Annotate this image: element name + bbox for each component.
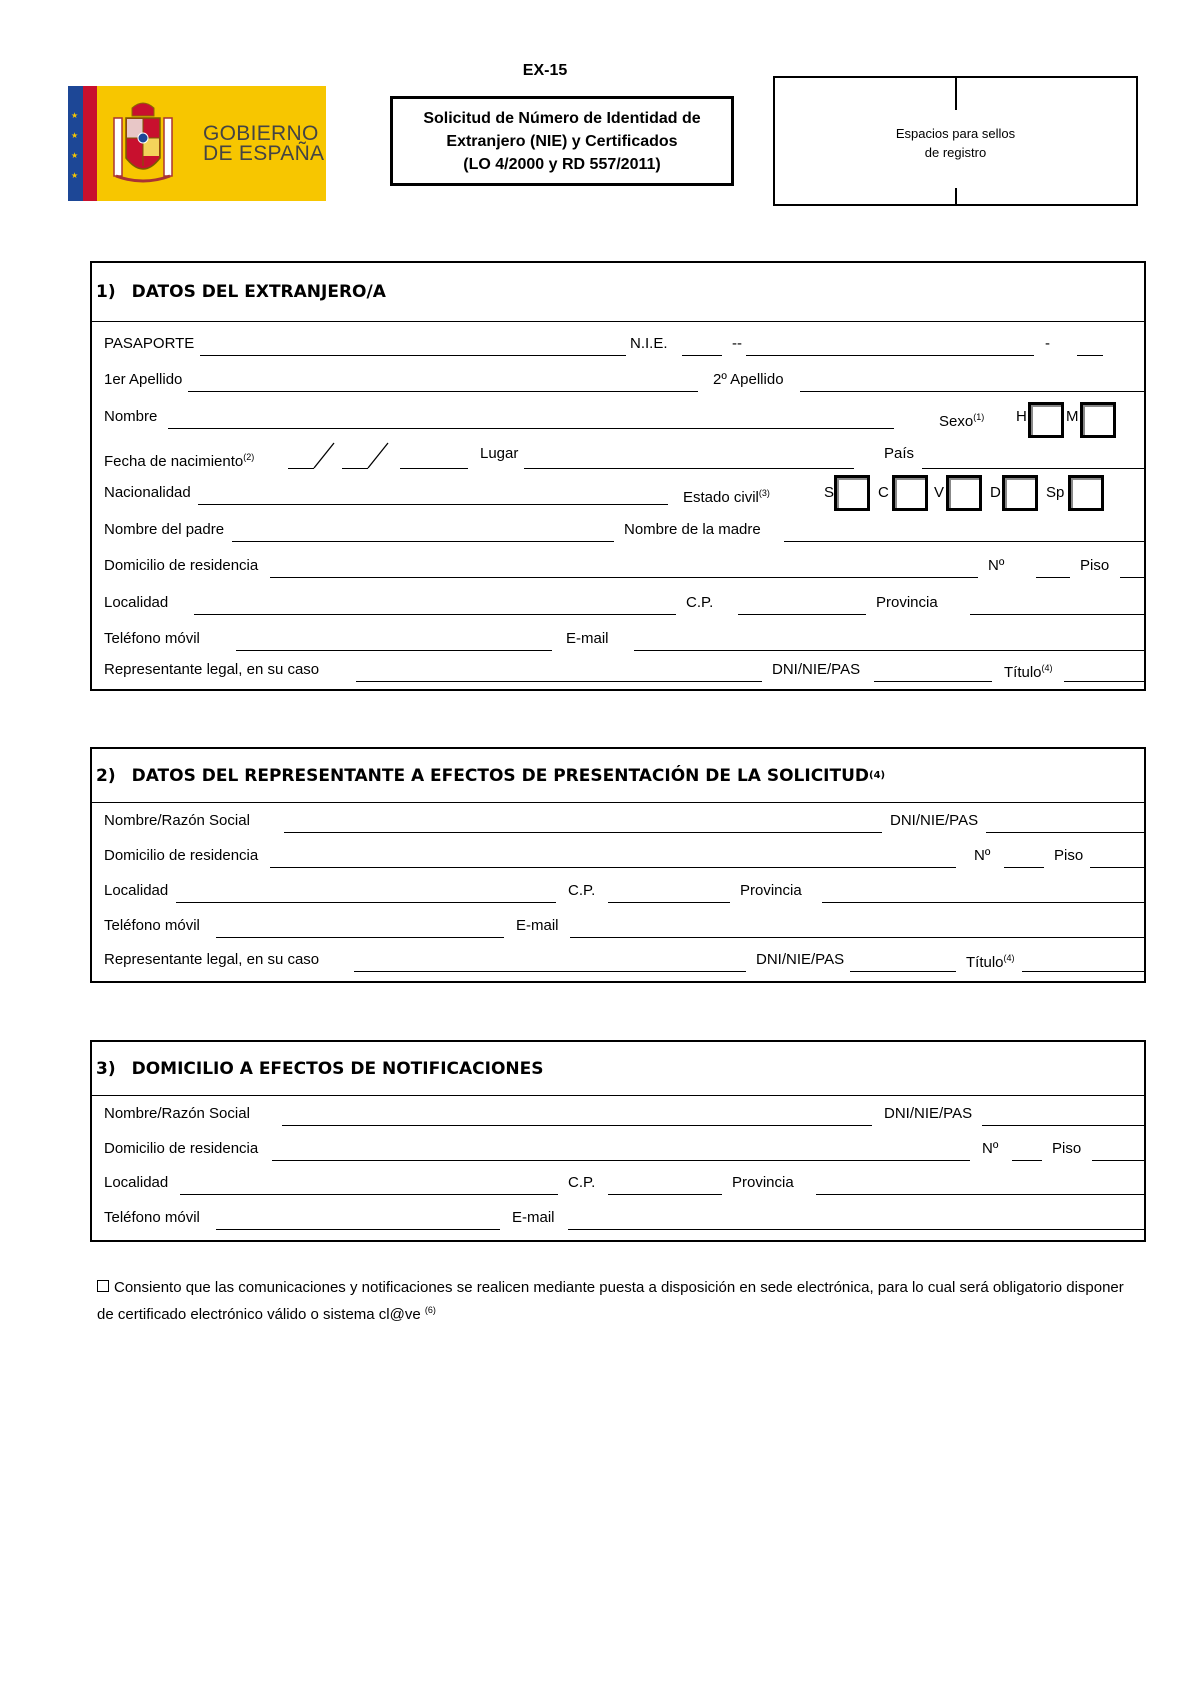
rep-zip-field[interactable] [608, 902, 730, 903]
notif-floor-field[interactable] [1092, 1160, 1146, 1161]
locality-label: Localidad [104, 594, 169, 611]
notif-zip-field[interactable] [608, 1194, 722, 1195]
sex-female-checkbox[interactable] [1080, 402, 1116, 438]
province-field[interactable] [970, 614, 1146, 615]
mother-name-label: Nombre de la madre [624, 521, 761, 538]
section-header: 2) DATOS DEL REPRESENTANTE A EFECTOS DE PRESENTACIÓN DE LA SOLICITUD (4) [92, 749, 1144, 803]
rep-legal-representative-label: Representante legal, en su caso [104, 951, 320, 968]
sex-male-label: H [1016, 408, 1027, 425]
notif-mobile-label: Teléfono móvil [104, 1209, 200, 1226]
rep-floor-label: Piso [1054, 847, 1084, 864]
rep-dni2-label: DNI/NIE/PAS [756, 951, 845, 968]
consent-note: (6) [424, 1305, 436, 1315]
rep-street-number-label: Nº [974, 847, 991, 864]
form-title-box [390, 96, 734, 186]
date-separator-icon [366, 441, 390, 469]
second-surname-label: 2º Apellido [713, 371, 784, 388]
passport-label: PASAPORTE [104, 335, 195, 352]
section-header: 1) DATOS DEL EXTRANJERO/A [92, 263, 1144, 322]
notif-address-field[interactable] [272, 1160, 970, 1161]
rep-mobile-label: Teléfono móvil [104, 917, 200, 934]
stamp-text: Espacios para sellos de registro [895, 126, 1016, 160]
notif-province-label: Provincia [732, 1174, 794, 1191]
country-label: País [884, 445, 915, 462]
address-field[interactable] [270, 577, 978, 578]
birth-month-field[interactable] [342, 468, 368, 469]
zip-field[interactable] [738, 614, 866, 615]
nie-check-field[interactable] [1077, 355, 1103, 356]
notif-zip-label: C.P. [568, 1174, 596, 1191]
consent-text: Consiento que las comunicaciones y notificaciones se realicen mediante puesta a disposición en sede electrónica, para lo cual será obligatorio disponer de certificado electrónico válido o sistema cl@ve [97, 1279, 1124, 1323]
notif-address-label: Domicilio de residencia [104, 1140, 259, 1157]
section-foreigner-data [90, 261, 1146, 691]
birth-day-field[interactable] [288, 468, 314, 469]
rep-email-field[interactable] [570, 937, 1146, 938]
title-field[interactable] [1064, 681, 1146, 682]
section-notification-address [90, 1040, 1146, 1242]
logo-text: GOBIERNO DE ESPAÑA [203, 122, 325, 165]
mother-name-field[interactable] [784, 541, 1146, 542]
flag-stripe [83, 86, 97, 201]
passport-field[interactable] [200, 355, 626, 356]
name-field[interactable] [168, 428, 894, 429]
email-label: E-mail [566, 630, 609, 647]
nie-separator: -- [732, 335, 742, 352]
nationality-field[interactable] [198, 504, 668, 505]
rep-locality-label: Localidad [104, 882, 169, 899]
government-logo [68, 86, 326, 201]
date-separator-icon [312, 441, 336, 469]
civil-single-checkbox[interactable] [834, 475, 870, 511]
rep-name-label: Nombre/Razón Social [104, 812, 250, 829]
civil-separated-checkbox[interactable] [1068, 475, 1104, 511]
notif-floor-label: Piso [1052, 1140, 1082, 1157]
notif-street-number-field[interactable] [1012, 1160, 1042, 1161]
civil-status-label: Estado civil$^{(3)}$ [683, 488, 770, 506]
civil-single-label: S [824, 484, 835, 501]
form-code: EX-15 [522, 62, 568, 79]
father-name-label: Nombre del padre [104, 521, 225, 538]
rep-dni-field[interactable] [986, 832, 1146, 833]
civil-divorced-checkbox[interactable] [1002, 475, 1038, 511]
divider [955, 78, 957, 110]
civil-divorced-label: D [990, 484, 1001, 501]
notif-dni-label: DNI/NIE/PAS [884, 1105, 973, 1122]
star-icon: ★ [71, 171, 79, 180]
section-representative-data [90, 747, 1146, 983]
rep-address-label: Domicilio de residencia [104, 847, 259, 864]
rep-mobile-field[interactable] [216, 937, 504, 938]
sex-label: Sexo$^{(1)}$ [939, 412, 985, 430]
sex-male-checkbox[interactable] [1028, 402, 1064, 438]
first-surname-field[interactable] [188, 391, 698, 392]
birth-place-label: Lugar [480, 445, 519, 462]
dni-label: DNI/NIE/PAS [772, 661, 861, 678]
nie-label: N.I.E. [630, 335, 668, 352]
notif-name-field[interactable] [282, 1125, 872, 1126]
civil-widowed-label: V [934, 484, 945, 501]
rep-province-field[interactable] [822, 902, 1146, 903]
second-surname-field[interactable] [800, 391, 1146, 392]
sex-female-label: M [1066, 408, 1079, 425]
nie-number-field[interactable] [746, 355, 1034, 356]
country-field[interactable] [922, 468, 1146, 469]
nie-separator: - [1045, 335, 1050, 352]
rep-title-field[interactable] [1022, 971, 1146, 972]
notif-locality-field[interactable] [180, 1194, 558, 1195]
nationality-label: Nacionalidad [104, 484, 191, 501]
rep-dni2-field[interactable] [850, 971, 956, 972]
province-label: Provincia [876, 594, 938, 611]
rep-locality-field[interactable] [176, 902, 556, 903]
rep-dni-label: DNI/NIE/PAS [890, 812, 979, 829]
civil-married-label: C [878, 484, 889, 501]
dni-field[interactable] [874, 681, 992, 682]
form-title-line: Extranjero (NIE) y Certificados [446, 132, 678, 150]
civil-widowed-checkbox[interactable] [946, 475, 982, 511]
section-header: 3) DOMICILIO A EFECTOS DE NOTIFICACIONES [92, 1042, 1144, 1096]
star-icon: ★ [71, 151, 79, 160]
mobile-label: Teléfono móvil [104, 630, 200, 647]
rep-title-label: Título$^{(4)}$ [966, 953, 1015, 971]
notif-province-field[interactable] [816, 1194, 1146, 1195]
first-surname-label: 1er Apellido [104, 371, 183, 388]
notif-name-label: Nombre/Razón Social [104, 1105, 250, 1122]
rep-floor-field[interactable] [1090, 867, 1146, 868]
rep-name-field[interactable] [284, 832, 882, 833]
rep-zip-label: C.P. [568, 882, 596, 899]
notif-email-label: E-mail [512, 1209, 555, 1226]
street-number-field[interactable] [1036, 577, 1070, 578]
rep-street-number-field[interactable] [1004, 867, 1044, 868]
notif-mobile-field[interactable] [216, 1229, 500, 1230]
floor-field[interactable] [1120, 577, 1146, 578]
electronic-consent [97, 1276, 1137, 1326]
father-name-field[interactable] [232, 541, 614, 542]
notif-email-field[interactable] [568, 1229, 1146, 1230]
notif-locality-label: Localidad [104, 1174, 169, 1191]
notif-dni-field[interactable] [982, 1125, 1146, 1126]
consent-checkbox[interactable] [97, 1280, 109, 1292]
divider [955, 188, 957, 204]
civil-married-checkbox[interactable] [892, 475, 928, 511]
eu-flag-stripe [68, 86, 83, 201]
rep-province-label: Provincia [740, 882, 802, 899]
star-icon: ★ [71, 131, 79, 140]
rep-legal-representative-field[interactable] [354, 971, 746, 972]
birth-date-label: Fecha de nacimiento$^{(2)}$ [104, 452, 255, 470]
legal-representative-field[interactable] [356, 681, 762, 682]
birth-place-field[interactable] [524, 468, 854, 469]
birth-year-field[interactable] [400, 468, 468, 469]
notif-street-number-label: Nº [982, 1140, 999, 1157]
locality-field[interactable] [194, 614, 676, 615]
zip-label: C.P. [686, 594, 714, 611]
address-label: Domicilio de residencia [104, 557, 259, 574]
street-number-label: Nº [988, 557, 1005, 574]
form-title-line: (LO 4/2000 y RD 557/2011) [463, 155, 661, 173]
legal-representative-label: Representante legal, en su caso [104, 661, 320, 678]
rep-address-field[interactable] [270, 867, 956, 868]
email-field[interactable] [634, 650, 1146, 651]
floor-label: Piso [1080, 557, 1110, 574]
name-label: Nombre [104, 408, 158, 425]
star-icon: ★ [71, 111, 79, 120]
rep-email-label: E-mail [516, 917, 559, 934]
registry-stamp-box [773, 76, 1138, 206]
nie-letter-field[interactable] [682, 355, 722, 356]
mobile-field[interactable] [236, 650, 552, 651]
title-label: Título$^{(4)}$ [1004, 663, 1053, 681]
coat-of-arms-icon [110, 100, 176, 188]
form-title-line: Solicitud de Número de Identidad de [423, 109, 701, 127]
civil-separated-label: Sp [1046, 484, 1065, 501]
